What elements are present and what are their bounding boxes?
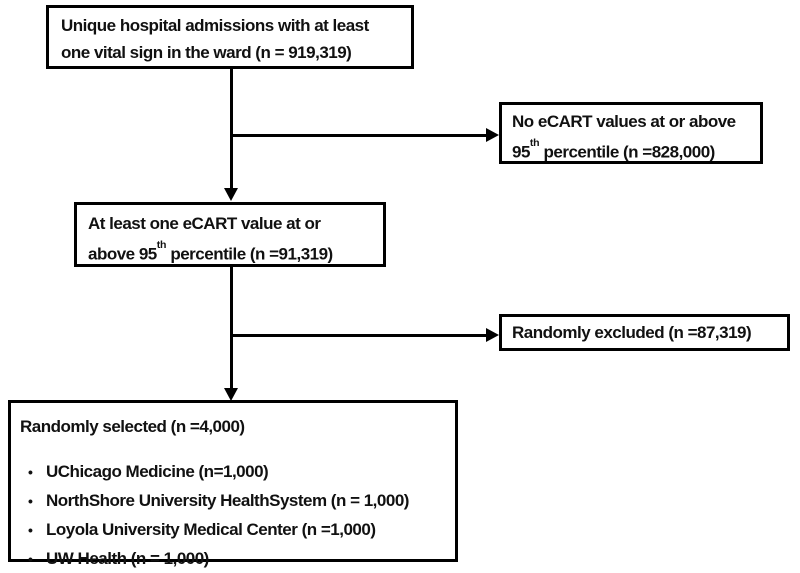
- flow-box-randomly-excluded: [499, 314, 790, 351]
- arrow-down-icon-1: [224, 188, 238, 201]
- ecart-line1: At least one eCART value at or: [88, 214, 321, 233]
- connector-vertical-1: [230, 69, 233, 189]
- ecart-line2: above 95th percentile (n =91,319): [88, 238, 333, 264]
- site-label: Loyola University Medical Center (n =1,000): [46, 520, 376, 539]
- admissions-line2: one vital sign in the ward (n = 919,319): [61, 43, 352, 62]
- arrow-right-icon-2: [486, 328, 499, 342]
- admissions-line1: Unique hospital admissions with at least: [61, 16, 369, 35]
- connector-horizontal-1: [230, 134, 487, 137]
- arrow-right-icon-1: [486, 128, 499, 142]
- randomly-selected-title: Randomly selected (n =4,000): [20, 417, 245, 436]
- list-item: [20, 516, 449, 544]
- bullet-icon: •: [28, 464, 33, 480]
- site-label: UW Health (n = 1,000): [46, 549, 209, 568]
- bullet-icon: •: [28, 493, 33, 509]
- flow-box-admissions: [46, 5, 414, 69]
- list-item: [20, 487, 449, 515]
- site-list: [20, 458, 449, 573]
- randomly-excluded-label: Randomly excluded (n =87,319): [512, 323, 752, 342]
- bullet-icon: •: [28, 522, 33, 538]
- list-item: [20, 545, 449, 573]
- flow-box-no-ecart-excluded: [499, 102, 763, 164]
- site-label: UChicago Medicine (n=1,000): [46, 462, 269, 481]
- connector-vertical-2: [230, 267, 233, 389]
- no-ecart-line1: No eCART values at or above: [512, 112, 736, 131]
- no-ecart-line2: 95th percentile (n =828,000): [512, 136, 715, 162]
- flow-box-randomly-selected: [8, 400, 458, 568]
- site-label: NorthShore University HealthSystem (n = 1,000): [46, 491, 409, 510]
- list-item: [20, 458, 449, 486]
- connector-horizontal-2: [230, 334, 487, 337]
- bullet-icon: •: [28, 551, 33, 567]
- flow-box-ecart-above-95th: [74, 202, 386, 267]
